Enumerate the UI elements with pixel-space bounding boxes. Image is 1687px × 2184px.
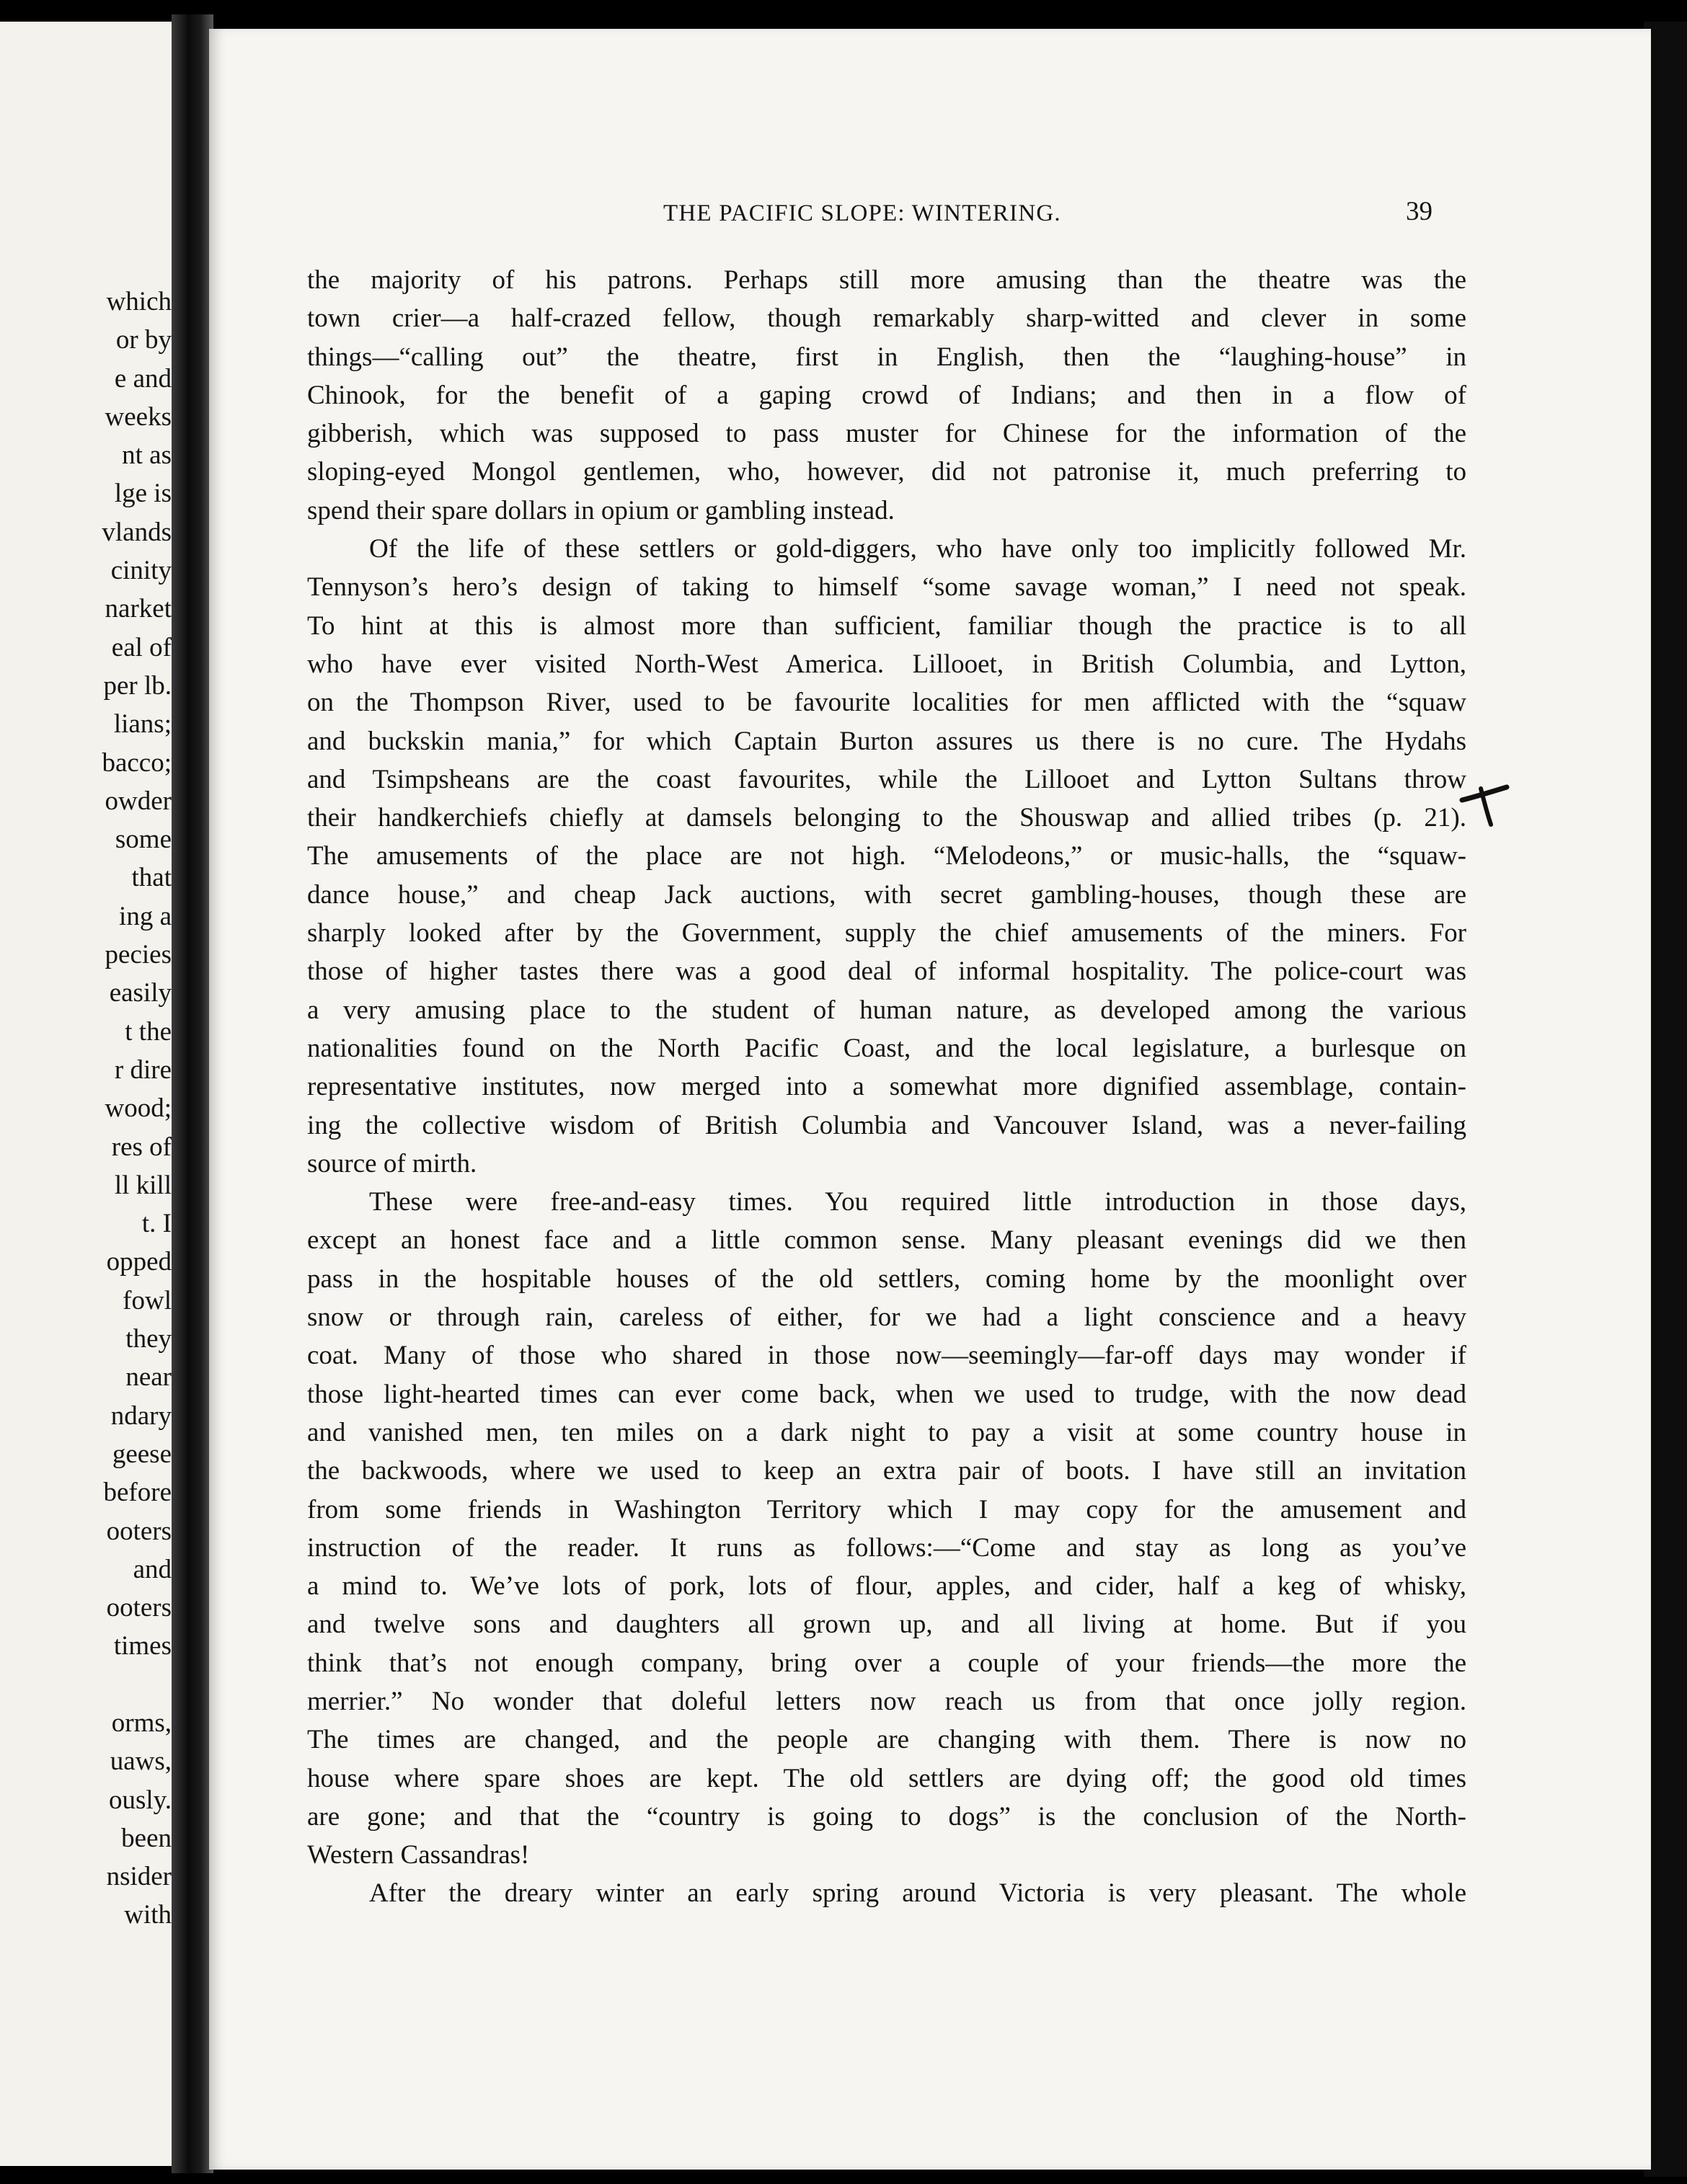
left-page-line: vlands [102, 517, 172, 547]
left-page-line: ooters [106, 1593, 172, 1623]
body-line: representative institutes, now merged into a somewhat more dignified assemblage, contain- [307, 1072, 1466, 1102]
body-line: dance house,” and cheap Jack auctions, with secret gambling-houses, though these are [307, 879, 1466, 910]
body-line: pass in the hospitable houses of the old settlers, coming home by the moonlight over [307, 1264, 1466, 1294]
body-line: merrier.” No wonder that doleful letters now reach us from that once jolly region. [307, 1686, 1466, 1716]
left-page-line: ll kill [114, 1170, 172, 1200]
body-line: Of the life of these settlers or gold-diggers, who have only too implicitly followed Mr. [369, 534, 1466, 564]
body-line: and vanished men, ten miles on a dark night to pay a visit at some country house in [307, 1417, 1466, 1447]
body-line: those light-hearted times can ever come back, when we used to trudge, with the now dead [307, 1379, 1466, 1409]
body-line: who have ever visited North-West America. Lillooet, in British Columbia, and Lytton, [307, 649, 1466, 679]
body-line: and buckskin mania,” for which Captain Burton assures us there is no cure. The Hydahs [307, 726, 1466, 756]
body-line: Tennyson’s hero’s design of taking to himself “some savage woman,” I need not speak. [307, 572, 1466, 603]
left-page-line: fowl [123, 1285, 172, 1315]
left-page-line: r dire [114, 1055, 172, 1085]
body-line: are gone; and that the “country is going to dogs” is the conclusion of the North- [307, 1801, 1466, 1832]
body-line: think that’s not enough company, bring over a couple of your friends—the more the [307, 1648, 1466, 1678]
left-page-line: lge is [114, 479, 172, 509]
body-line: those of higher tastes there was a good deal of informal hospitality. The police-court was [307, 956, 1466, 987]
left-page-line: per lb. [103, 670, 172, 701]
body-text [307, 261, 1466, 1913]
body-line: Western Cassandras! [307, 1840, 530, 1870]
body-line: things—“calling out” the theatre, first in English, then the “laughing-house” in [307, 342, 1466, 372]
book-gutter [172, 14, 213, 2173]
left-page-line: wood; [105, 1093, 172, 1124]
body-line: snow or through rain, careless of either, for we had a light conscience and a heavy [307, 1302, 1466, 1333]
left-page-line: uaws, [110, 1746, 172, 1777]
body-line: gibberish, which was supposed to pass muster for Chinese for the information of the [307, 419, 1466, 449]
body-line: spend their spare dollars in opium or gambling instead. [307, 495, 895, 525]
left-page-line: eal of [111, 632, 172, 662]
left-page-line: nsider [106, 1862, 172, 1892]
left-page-line: with [124, 1900, 172, 1930]
body-line: the majority of his patrons. Perhaps still more amusing than the theatre was the [307, 265, 1466, 295]
left-page-line: been [121, 1823, 172, 1853]
body-line: the backwoods, where we used to keep an extra pair of boots. I have still an invitation [307, 1456, 1466, 1486]
left-page-line: narket [105, 594, 172, 624]
body-line: a mind to. We’ve lots of pork, lots of flour, apples, and cider, half a keg of whisky, [307, 1571, 1466, 1602]
body-line: on the Thompson River, used to be favourite localities for men afflicted with the “squaw [307, 688, 1466, 718]
body-line: town crier—a half-crazed fellow, though remarkably sharp-witted and clever in some [307, 303, 1466, 334]
body-line: coat. Many of those who shared in those now—seemingly—far-off days may wonder if [307, 1341, 1466, 1371]
left-page-line: times [113, 1631, 172, 1661]
body-line: The times are changed, and the people are changing with them. There is now no [307, 1725, 1466, 1755]
body-line: sharply looked after by the Government, supply the chief amusements of the miners. For [307, 918, 1466, 949]
body-line: These were free-and-easy times. You required little introduction in those days, [369, 1187, 1466, 1217]
left-page-line: geese [112, 1439, 172, 1469]
body-line: a very amusing place to the student of human nature, as developed among the various [307, 995, 1466, 1025]
left-page-line: res of [111, 1132, 172, 1162]
body-line: After the dreary winter an early spring around Victoria is very pleasant. The whole [369, 1878, 1466, 1909]
body-line: instruction of the reader. It runs as follows:—“Come and stay as long as you’ve [307, 1532, 1466, 1563]
left-page-line: before [103, 1478, 172, 1508]
left-page-line: and [133, 1554, 172, 1584]
left-page [0, 22, 177, 2166]
left-page-line: ndary [110, 1400, 172, 1431]
body-line: from some friends in Washington Territory which I may copy for the amusement and [307, 1494, 1466, 1524]
left-page-line: ously. [108, 1785, 172, 1815]
body-line: house where spare shoes are kept. The old settlers are dying off; the good old times [307, 1763, 1466, 1793]
body-line: To hint at this is almost more than sufficient, familiar though the practice is to all [307, 611, 1466, 641]
left-page-line: orms, [111, 1708, 172, 1738]
left-page-line: easily [109, 978, 172, 1008]
body-line: sloping-eyed Mongol gentlemen, who, however, did not patronise it, much preferring to [307, 457, 1466, 487]
left-page-line: or by [115, 325, 172, 355]
left-page-line: ing a [119, 901, 172, 931]
left-page-line: e and [114, 363, 172, 394]
left-page-line: which [106, 287, 172, 316]
left-page-line: pecies [105, 940, 172, 970]
left-page-line: nt as [122, 440, 172, 471]
left-page-line: t. I [141, 1209, 172, 1239]
left-page-line: opped [106, 1247, 172, 1277]
left-page-line: ooters [106, 1516, 172, 1546]
body-line: and twelve sons and daughters all grown up, and all living at home. But if you [307, 1610, 1466, 1640]
body-line: and Tsimpsheans are the coast favourites, while the Lillooet and Lytton Sultans throw [307, 764, 1466, 794]
left-page-text-column [6, 283, 172, 1935]
body-line: their handkerchiefs chiefly at damsels belonging to the Shouswap and allied tribes (p. 21). [307, 803, 1466, 833]
left-page-line: they [125, 1324, 172, 1354]
body-line: source of mirth. [307, 1148, 477, 1178]
body-line: Chinook, for the benefit of a gaping crowd of Indians; and then in a flow of [307, 380, 1466, 410]
body-line: ing the collective wisdom of British Columbia and Vancouver Island, was a never-failing [307, 1110, 1466, 1140]
handwritten-cross-mark-icon [1459, 778, 1510, 829]
left-page-line: near [125, 1362, 172, 1393]
left-page-line: weeks [105, 401, 172, 432]
left-page-line: owder [105, 786, 172, 816]
body-line: except an honest face and a little common sense. Many pleasant evenings did we then [307, 1225, 1466, 1256]
body-line: The amusements of the place are not high. “Melodeons,” or music-halls, the “squaw- [307, 841, 1466, 871]
left-page-line: some [115, 825, 172, 855]
left-page-line: that [131, 863, 172, 893]
running-title: THE PACIFIC SLOPE: WINTERING. [663, 200, 1061, 226]
body-line: nationalities found on the North Pacific Coast, and the local legislature, a burlesque on [307, 1033, 1466, 1063]
left-page-line [6, 1666, 172, 1704]
left-page-line: cinity [110, 556, 172, 586]
left-page-line: bacco; [102, 747, 172, 778]
left-page-line: t the [125, 1016, 172, 1047]
page-number: 39 [1406, 197, 1433, 226]
left-page-line: lians; [113, 709, 172, 740]
